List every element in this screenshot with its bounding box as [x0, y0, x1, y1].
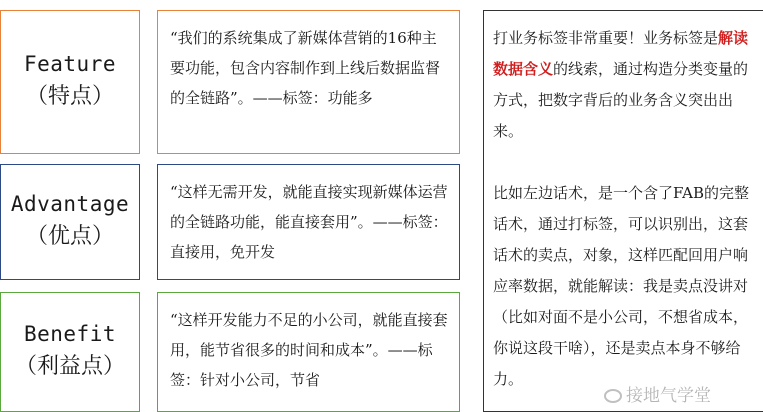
- explanation-p1-before: 打业务标签非常重要！业务标签是: [493, 29, 719, 47]
- advantage-label-cn: （优点）: [25, 224, 114, 249]
- benefit-quote-box: [157, 292, 460, 412]
- benefit-label-box: [0, 292, 140, 412]
- feature-label-en: Feature: [23, 52, 116, 76]
- feature-quote-text: “我们的系统集成了新媒体营销的16种主要功能，包含内容制作到上线后数据监督的全链路”。——标签：功能多: [170, 29, 441, 107]
- explanation-panel: [483, 10, 763, 412]
- explanation-paragraph-2: 比如左边话术，是一个含了FAB的完整话术，通过打标签，可以识别出，这套话术的卖点，对象，这样匹配回用户响应率数据，就能解读：我是卖点没讲对（比如对面不是小公司，不想省成本，你说这段干啥），还是卖点本身不够给力。: [493, 184, 749, 388]
- explanation-p1-after: 的线索，通过构造分类变量的方式，把数字背后的业务含义突出出来。: [493, 60, 749, 140]
- benefit-quote-text: “这样开发能力不足的小公司，就能直接套用，能节省很多的时间和成本”。——标签：针对小公司，节省: [170, 311, 448, 389]
- advantage-label-en: Advantage: [10, 192, 130, 216]
- paragraph-gap: [493, 147, 754, 178]
- advantage-quote-text: “这样无需开发，就能直接实现新媒体运营的全链路功能，能直接套用”。——标签：直接用，免开发: [170, 183, 448, 261]
- benefit-label-en: Benefit: [23, 322, 116, 346]
- advantage-label-box: [0, 164, 140, 280]
- benefit-label-cn: （利益点）: [14, 354, 125, 379]
- feature-label-cn: （特点）: [25, 84, 114, 109]
- watermark: [604, 381, 763, 405]
- explanation-paragraph-1: [493, 23, 754, 147]
- advantage-quote-box: [157, 164, 460, 280]
- feature-quote-box: [157, 10, 460, 154]
- watermark-text: 接地气学堂: [626, 386, 711, 405]
- explanation-p1-highlight: 解读数据含义: [493, 29, 749, 78]
- feature-label-box: [0, 10, 140, 154]
